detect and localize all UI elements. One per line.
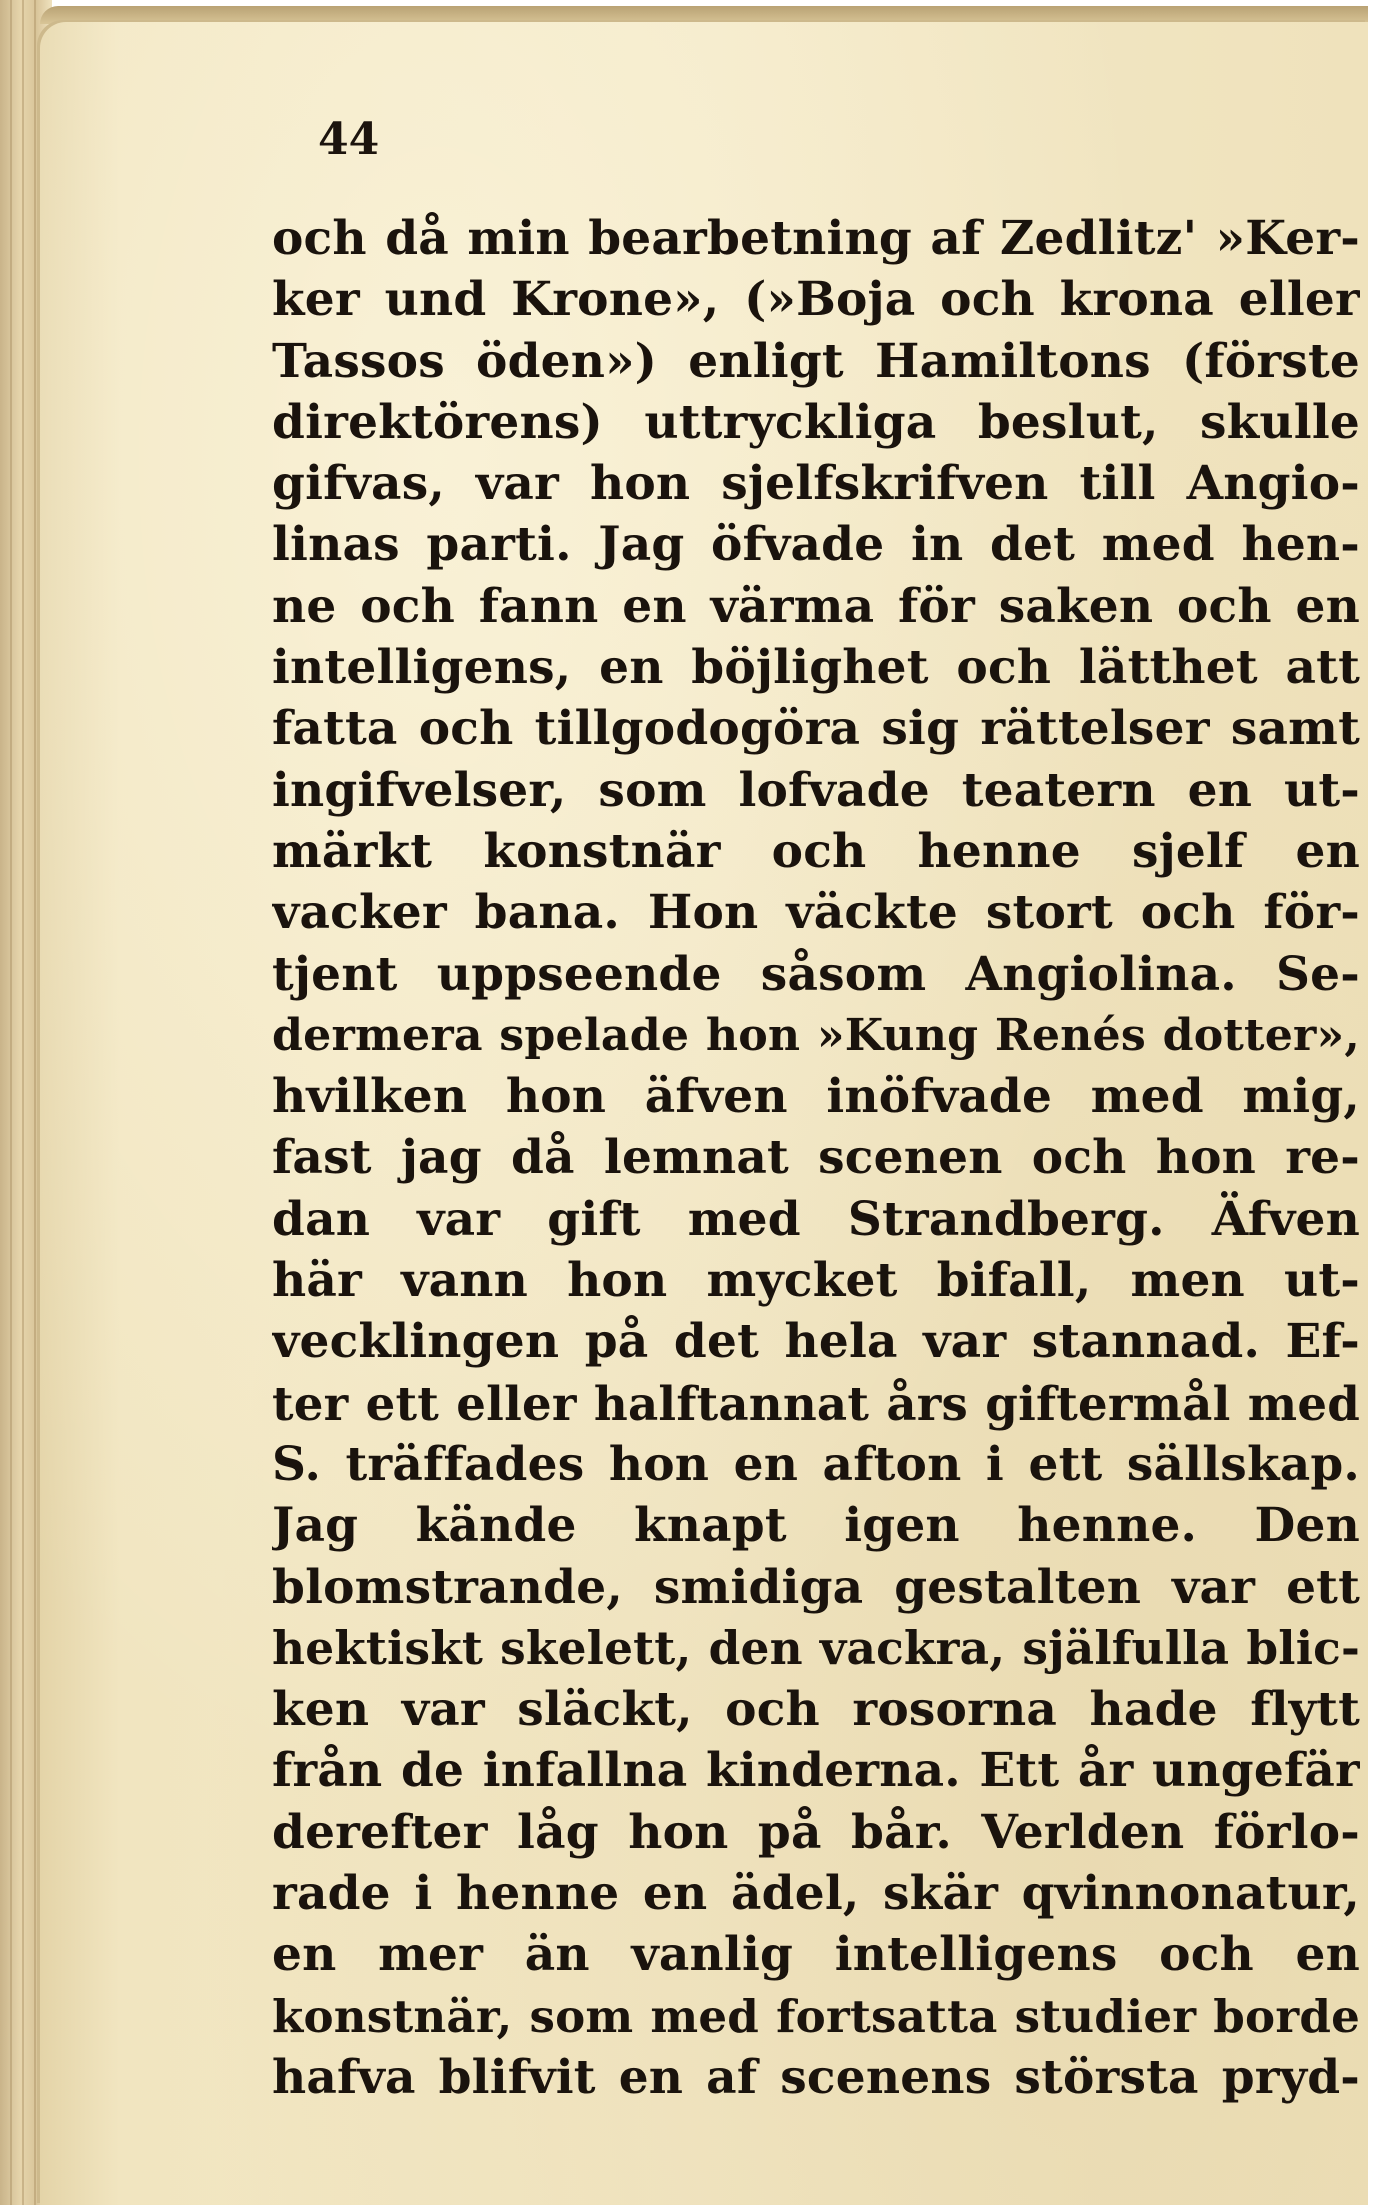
text-line: från de infallna kinderna. Ett år ungefär bbox=[272, 1743, 1360, 1799]
text-line: vacker bana. Hon väckte stort och för- bbox=[272, 885, 1360, 941]
text-line: och då min bearbetning af Zedlitz' »Ker- bbox=[272, 211, 1360, 266]
text-line: här vann hon mycket bifall, men ut- bbox=[272, 1253, 1360, 1309]
scan-margin bbox=[1368, 0, 1400, 2205]
spine-edge-line bbox=[10, 0, 12, 2205]
text-line: gifvas, var hon sjelfskrifven till Angio- bbox=[272, 456, 1360, 512]
text-line: en mer än vanlig intelligens och en bbox=[272, 1927, 1360, 1983]
body-text bbox=[272, 208, 1360, 2108]
text-line: märkt konstnär och henne sjelf en bbox=[272, 823, 1360, 879]
text-line: direktörens) uttryckliga beslut, skulle bbox=[272, 394, 1360, 450]
text-line: tjent uppseende såsom Angiolina. Se- bbox=[272, 946, 1360, 1002]
text-line: ker und Krone», (»Boja och krona eller bbox=[272, 272, 1360, 328]
spine-edge-line bbox=[34, 0, 36, 2205]
text-line: rade i henne en ädel, skär qvinnonatur, bbox=[272, 1866, 1360, 1922]
text-line: intelligens, en böjlighet och lätthet att bbox=[272, 640, 1360, 696]
text-line: derefter låg hon på bår. Verlden förlo- bbox=[272, 1804, 1360, 1860]
page-number: 44 bbox=[318, 114, 380, 165]
text-line: dan var gift med Strandberg. Äfven bbox=[272, 1191, 1360, 1247]
text-line: hafva blifvit en af scenens största pryd- bbox=[272, 2049, 1360, 2105]
text-line: Jag kände knapt igen henne. Den bbox=[272, 1498, 1360, 1554]
text-line: ingifvelser, som lofvade teatern en ut- bbox=[272, 762, 1360, 818]
text-line: ken var släckt, och rosorna hade flytt bbox=[272, 1682, 1360, 1738]
text-line: blomstrande, smidiga gestalten var ett bbox=[272, 1559, 1360, 1615]
text-line: fast jag då lemnat scenen och hon re- bbox=[272, 1130, 1360, 1186]
text-line: ter ett eller halftannat års giftermål med bbox=[272, 1375, 1360, 1431]
spine-edge-line bbox=[22, 0, 24, 2205]
text-line: ne och fann en värma för saken och en bbox=[272, 578, 1360, 634]
text-line: Tassos öden») enligt Hamiltons (förste bbox=[272, 333, 1360, 389]
text-line: hvilken hon äfven inöfvade med mig, bbox=[272, 1069, 1360, 1125]
text-line: fatta och tillgodogöra sig rättelser samt bbox=[272, 701, 1360, 757]
text-line: linas parti. Jag öfvade in det med hen- bbox=[272, 517, 1360, 573]
text-line: S. träffades hon en afton i ett sällskap. bbox=[272, 1436, 1360, 1492]
text-line: dermera spelade hon »Kung Renés dotter», bbox=[272, 1008, 1360, 1061]
text-line: vecklingen på det hela var stannad. Ef- bbox=[272, 1314, 1360, 1370]
text-line: hektiskt skelett, den vackra, själfulla blic- bbox=[272, 1620, 1360, 1675]
text-line: konstnär, som med fortsatta studier borde bbox=[272, 1989, 1360, 2043]
